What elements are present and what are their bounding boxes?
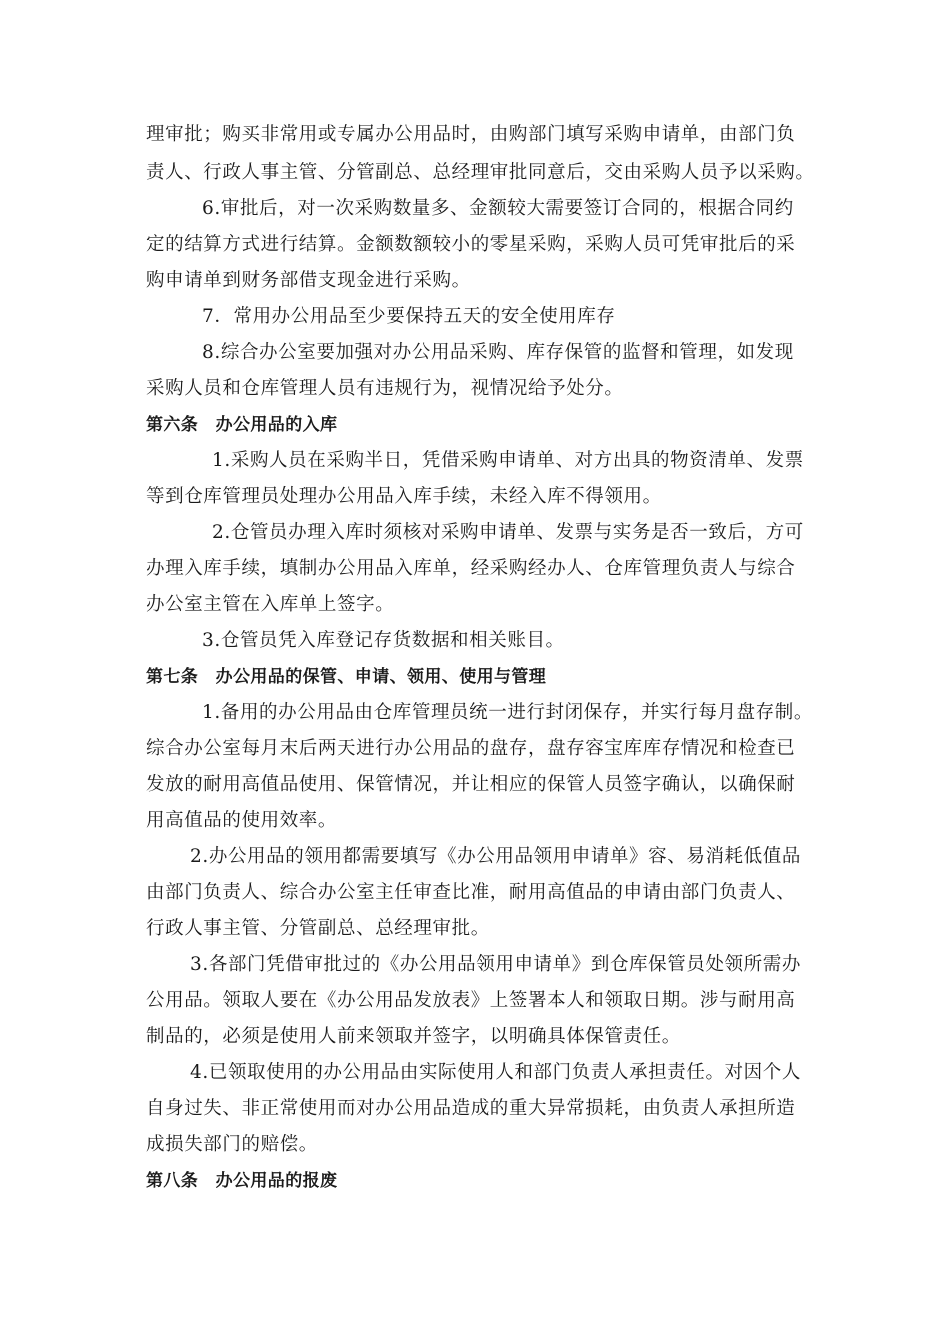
text-line: 综合办公室每月末后两天进行办公用品的盘存，盘存容宝库库存情况和检查已 [146, 738, 796, 759]
text-line: 成损失部门的赔偿。 [146, 1134, 318, 1155]
text-line: 理审批；购买非常用或专属办公用品时，由购部门填写采购申请单，由部门负 [146, 124, 796, 145]
text-line: 1.采购人员在采购半日，凭借采购申请单、对方出具的物资清单、发票 [212, 450, 804, 471]
text-line: 发放的耐用高值品使用、保管情况，并让相应的保管人员签字确认，以确保耐 [146, 774, 796, 795]
text-line: 办理入库手续，填制办公用品入库单，经采购经办人、仓库管理负责人与综合 [146, 558, 796, 579]
text-line: 等到仓库管理员处理办公用品入库手续，未经入库不得领用。 [146, 486, 662, 507]
text-line: 行政人事主管、分管副总、总经理审批。 [146, 918, 490, 939]
text-line: 3.仓管员凭入库登记存货数据和相关账目。 [202, 630, 565, 651]
text-line: 2.仓管员办理入库时须核对采购申请单、发票与实务是否一致后，方可 [212, 522, 804, 543]
text-line: 7．常用办公用品至少要保持五天的安全使用库存 [202, 306, 616, 327]
text-line: 定的结算方式进行结算。金额数额较小的零星采购，采购人员可凭审批后的采 [146, 234, 796, 255]
text-line: 4.已领取使用的办公用品由实际使用人和部门负责人承担责任。对因个人 [190, 1062, 801, 1083]
section-heading: 第六条 办公用品的入库 [146, 415, 338, 435]
text-line: 办公室主管在入库单上签字。 [146, 594, 395, 615]
text-line: 3.各部门凭借审批过的《办公用品领用申请单》到仓库保管员处领所需办 [190, 954, 801, 975]
text-line: 制品的，必须是使用人前来领取并签字，以明确具体保管责任。 [146, 1026, 681, 1047]
section-heading: 第七条 办公用品的保管、申请、领用、使用与管理 [146, 667, 547, 687]
text-line: 责人、行政人事主管、分管副总、总经理审批同意后，交由采购人员予以采购。 [146, 162, 815, 183]
text-line: 采购人员和仓库管理人员有违规行为，视情况给予处分。 [146, 378, 624, 399]
text-line: 用高值品的使用效率。 [146, 810, 338, 831]
text-line: 6.审批后，对一次采购数量多、金额较大需要签订合同的，根据合同约 [202, 198, 794, 219]
text-line: 自身过失、非正常使用而对办公用品造成的重大异常损耗，由负责人承担所造 [146, 1098, 796, 1119]
text-line: 由部门负责人、综合办公室主任审查比准，耐用高值品的申请由部门负责人、 [146, 882, 796, 903]
text-line: 8.综合办公室要加强对办公用品采购、库存保管的监督和管理，如发现 [202, 342, 794, 363]
text-line: 2.办公用品的领用都需要填写《办公用品领用申请单》容、易消耗低值品 [190, 846, 801, 867]
text-line: 购申请单到财务部借支现金进行采购。 [146, 270, 471, 291]
section-heading: 第八条 办公用品的报废 [146, 1171, 338, 1191]
text-line: 1.备用的办公用品由仓库管理员统一进行封闭保存，并实行每月盘存制。 [202, 702, 813, 723]
text-line: 公用品。领取人要在《办公用品发放表》上签署本人和领取日期。涉与耐用高 [146, 990, 796, 1011]
